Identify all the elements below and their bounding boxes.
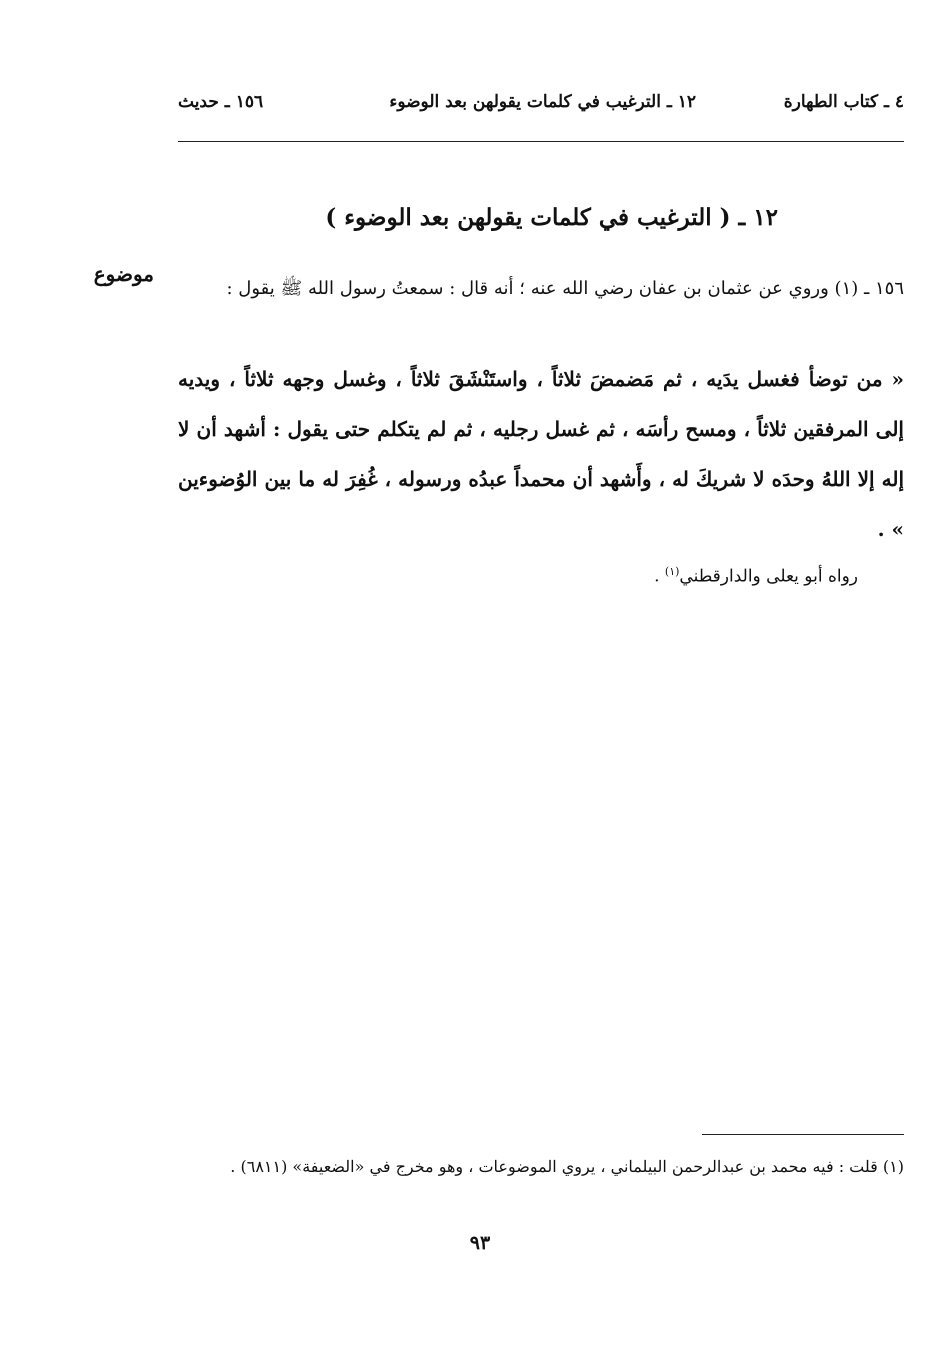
header-hadith-number: ١٥٦ ـ حديث <box>178 92 264 112</box>
header-book-title: ٤ ـ كتاب الطهارة <box>783 92 904 112</box>
footnote-divider <box>702 1134 904 1135</box>
page-number: ٩٣ <box>469 1232 491 1254</box>
header-chapter-title: ١٢ ـ الترغيب في كلمات يقولهن بعد الوضوء <box>389 92 696 112</box>
hadith-introduction: ١٥٦ ـ (١) وروي عن عثمان بن عفان رضي الله عنه ؛ أنه قال : سمعتُ رسول الله ﷺ يقول : <box>226 278 904 299</box>
hadith-source-text: رواه أبو يعلى والدارقطني <box>679 566 858 587</box>
hadith-grade-label: موضوع <box>93 262 154 286</box>
hadith-source-line <box>178 565 858 587</box>
hadith-source-end: . <box>654 566 665 587</box>
footnote-text: (١) قلت : فيه محمد بن عبدالرحمن البيلماني ، يروي الموضوعات ، وهو مخرج في «الضعيفة» (٦٨١١) . <box>230 1157 904 1176</box>
hadith-text: « من توضأ فغسل يدَيه ، ثم مَضمضَ ثلاثاً ، واستَنْشَقَ ثلاثاً ، وغسل وجهه ثلاثاً ، ويديه إلى المرفقين ثلاثاً ، ومسح رأسَه ، ثم غسل رجليه ، ثم لم يتكلم حتى يقول : أشهد أن لا إله إلا اللهُ وحدَه لا شريكَ له ، وأَشهد أن محمداً عبدُه ورسوله ، غُفِرَ له ما بين الوُضوءين » . <box>178 367 904 541</box>
footnote-reference: (١) <box>664 565 680 578</box>
chapter-heading: ١٢ ـ ( الترغيب في كلمات يقولهن بعد الوضوء ) <box>325 204 778 231</box>
header-divider <box>178 141 904 142</box>
running-header <box>178 86 904 126</box>
